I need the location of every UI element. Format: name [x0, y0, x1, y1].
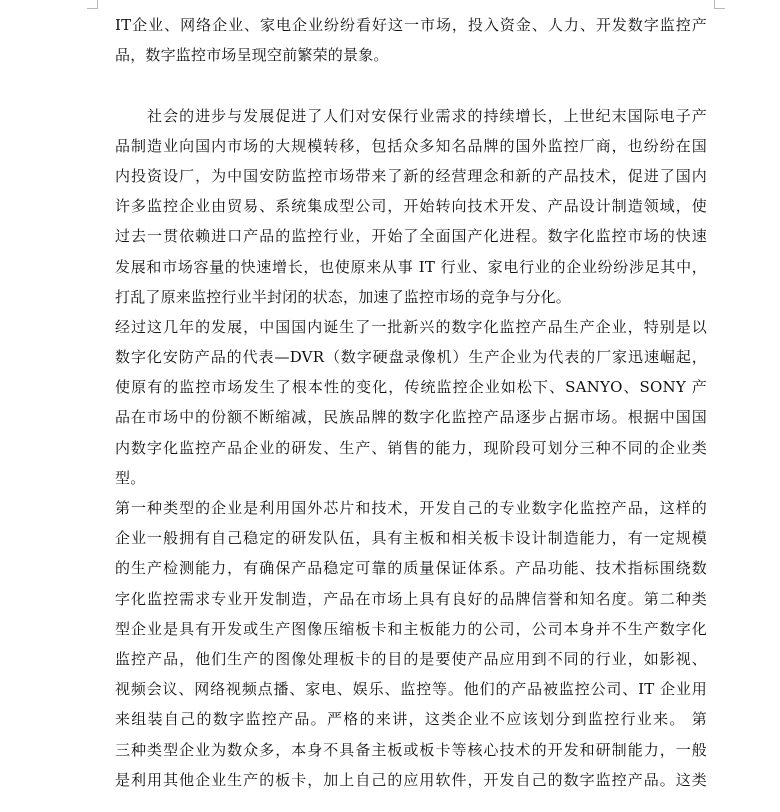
text-line: 的生产检测能力，有确保产品稳定可靠的质量保证体系。产品功能、技术指标围绕数	[115, 559, 707, 578]
text-line: 发展和市场容量的快速增长，也使原来从事 IT 行业、家电行业的企业纷纷涉足其中，	[115, 257, 707, 276]
text-line: 品在市场中的份额不断缩减，民族品牌的数字化监控产品逐步占据市场。根据中国国	[115, 408, 707, 427]
document-body	[115, 10, 707, 795]
text-line: 监控产品，他们生产的图像处理板卡的目的是要使产品应用到不同的行业，如影视、	[115, 649, 707, 668]
text-line: 视频会议、网络视频点播、家电、娱乐、监控等。他们的产品被监控公司、IT 企业用	[115, 680, 707, 699]
right-margin-corner-mark	[714, 0, 725, 9]
text-line: 内投资设厂，为中国安防监控市场带来了新的经营理念和新的产品技术，促进了国内	[115, 166, 707, 185]
text-line: 经过这几年的发展，中国国内诞生了一批新兴的数字化监控产品生产企业，特别是以	[115, 317, 707, 336]
blank-line	[115, 70, 707, 100]
text-line: 品，数字监控市场呈现空前繁荣的景象。	[115, 46, 389, 65]
text-line: 型企业是具有开发或生产图像压缩板卡和主板能力的公司，公司本身并不生产数字化	[115, 619, 707, 638]
text-line: 是利用其他企业生产的板卡，加上自己的应用软件，开发自己的数字监控产品。这类	[115, 770, 707, 789]
text-line: 品制造业向国内市场的大规模转移，包括众多知名品牌的国外监控厂商，也纷纷在国	[115, 136, 707, 155]
text-line: 三种类型企业为数众多，本身不具备主板或板卡等核心技术的开发和研制能力，一般	[115, 740, 707, 759]
text-line: 过去一贯依赖进口产品的监控行业，开始了全面国产化进程。数字化监控市场的快速	[115, 227, 707, 246]
text-line: 许多监控企业由贸易、系统集成型公司，开始转向技术开发、产品设计制造领域，使	[115, 197, 707, 216]
text-line: 字化监控需求专业开发制造，产品在市场上具有良好的品牌信誉和知名度。第二种类	[115, 589, 707, 608]
text-line: 内数字化监控产品企业的研发、生产、销售的能力，现阶段可划分三种不同的企业类	[115, 438, 707, 457]
text-line: 使原有的监控市场发生了根本性的变化，传统监控企业如松下、SANYO、SONY 产	[115, 378, 707, 397]
left-margin-corner-mark	[87, 0, 98, 9]
text-line: 来组装自己的数字监控产品。严格的来讲，这类企业不应该划分到监控行业来。 第	[115, 710, 707, 729]
text-line: 社会的进步与发展促进了人们对安保行业需求的持续增长，上世纪末国际电子产	[115, 106, 707, 125]
text-line: 型。	[115, 468, 146, 487]
text-line: 数字化安防产品的代表—DVR（数字硬盘录像机）生产企业为代表的厂家迅速崛起，	[115, 348, 707, 367]
text-line: 企业一般拥有自己稳定的研发队伍，具有主板和相关板卡设计制造能力，有一定规模	[115, 529, 707, 548]
text-line: 打乱了原来监控行业半封闭的状态，加速了监控市场的竞争与分化。	[115, 287, 572, 306]
text-line: IT企业、网络企业、家电企业纷纷看好这一市场，投入资金、人力、开发数字监控产	[115, 16, 707, 34]
text-line: 第一种类型的企业是利用国外芯片和技术，开发自己的专业数字化监控产品，这样的	[115, 499, 707, 517]
